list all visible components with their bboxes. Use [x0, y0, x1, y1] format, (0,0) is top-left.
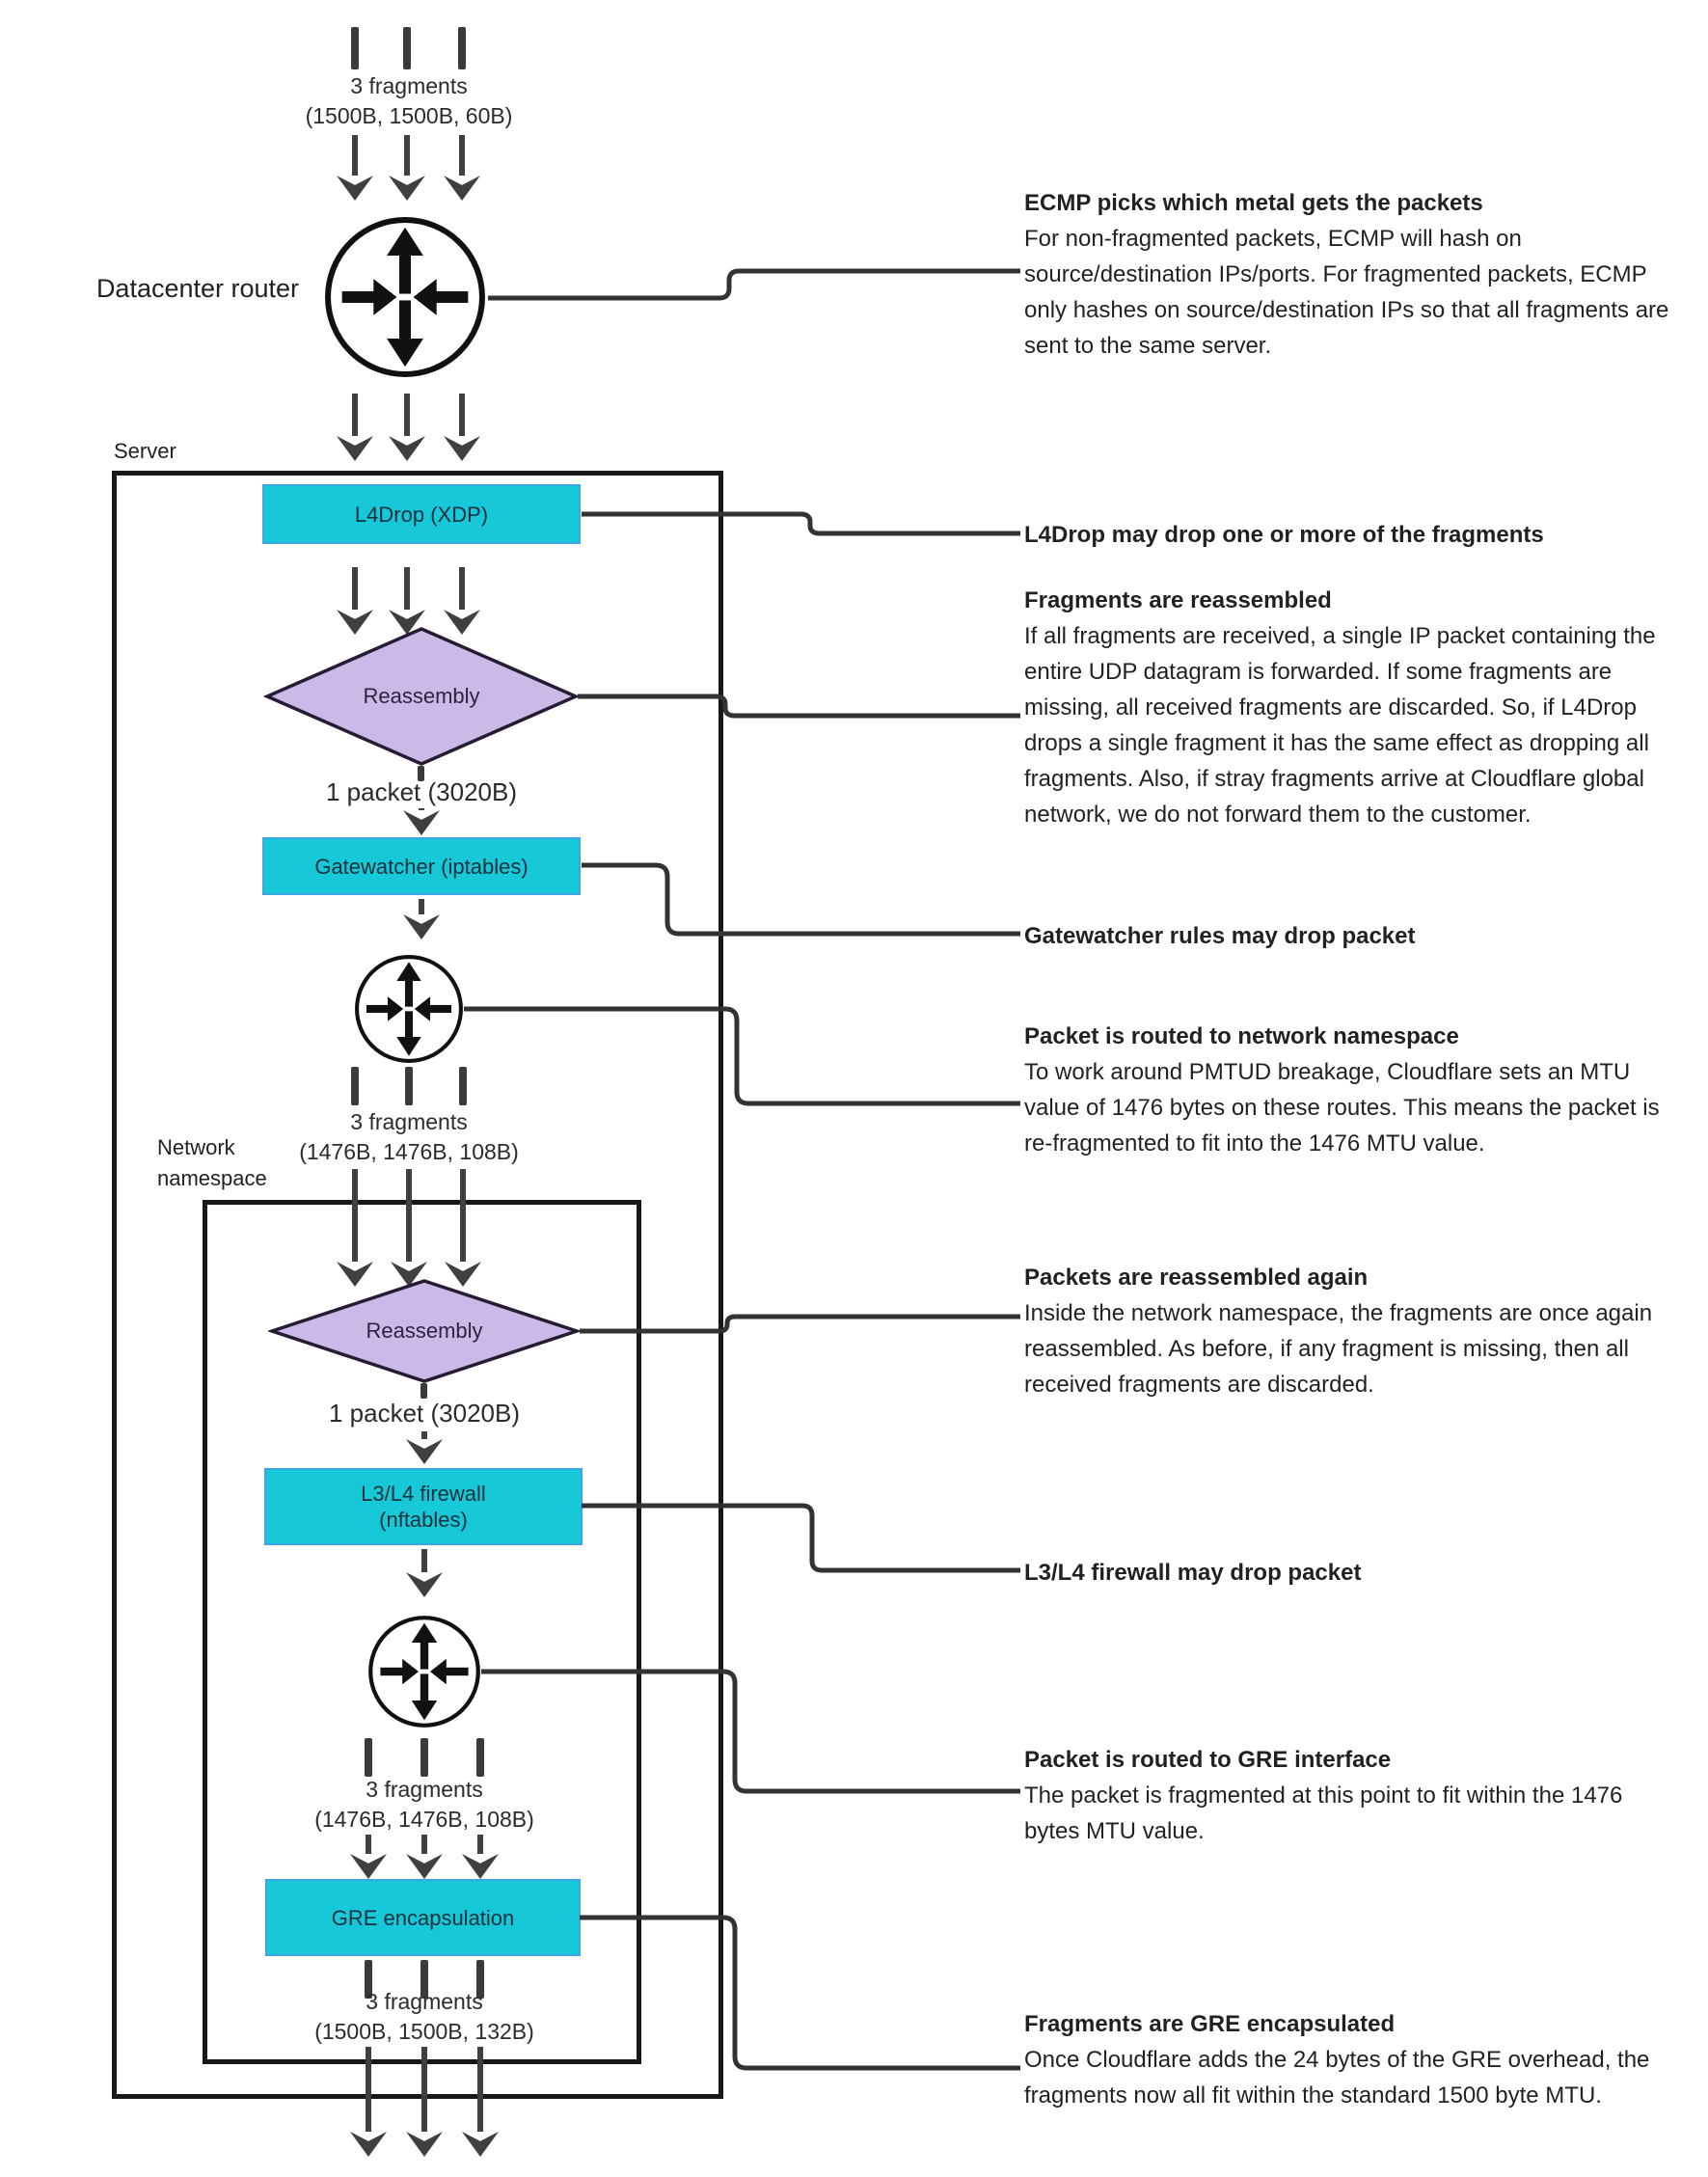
flow-arrow-down [462, 2047, 499, 2157]
fragment-tick [403, 27, 411, 69]
flow-arrow-down [444, 394, 480, 461]
annotation [1024, 1260, 1680, 1402]
fragment-tick [458, 27, 466, 69]
annotation-title: L3/L4 firewall may drop packet [1024, 1560, 1362, 1586]
annotation-title: Packets are reassembled again [1024, 1265, 1369, 1291]
datacenter-router-label: Datacenter router [95, 274, 300, 303]
annotation-body: Once Cloudflare adds the 24 bytes of the GRE overhead, the fragments now all fit within the standard 1500 byte MTU. [1024, 2047, 1650, 2109]
connector-stub [420, 1383, 427, 1399]
flow-arrow-down [445, 1169, 481, 1287]
l4drop-node-label: L4Drop (XDP) [354, 502, 489, 527]
annotation-title: Packet is routed to network namespace [1024, 1023, 1459, 1049]
fragment-tick [459, 1067, 467, 1105]
connector-line [488, 271, 1020, 298]
gatewatcher-node-label: Gatewatcher (iptables) [314, 854, 529, 879]
fragment-count-label: 3 fragments [366, 1989, 483, 2014]
fragment-tick [476, 1738, 484, 1777]
fragment-sizes-label: (1500B, 1500B, 60B) [305, 103, 513, 128]
flow-arrow-down [350, 2047, 387, 2157]
fragment-tick [351, 27, 359, 69]
packet-label: 1 packet (3020B) [325, 777, 517, 806]
annotation [1024, 1019, 1680, 1161]
annotation-title: Fragments are reassembled [1024, 587, 1332, 613]
annotation-body: If all fragments are received, a single IP packet containing the entire UDP datagram is forwarded. If some fragments are missing, all received fragments are discarded. So, if L4Drop drops a single fragment it has the same effect as dropping all fragments. Also, if stray fragments arrive at Cloudflare global network, we do not forward them to the customer. [1024, 623, 1656, 828]
l4drop-node [262, 484, 581, 544]
flow-arrow-down [391, 1169, 427, 1287]
annotation-title: ECMP picks which metal gets the packets [1024, 190, 1483, 216]
flow-arrow-down [350, 1835, 387, 1879]
fragment-count-label: 3 fragments [366, 1777, 483, 1802]
annotation [1024, 2006, 1680, 2113]
reassembly-diamond-label: Reassembly [363, 684, 480, 708]
l3l4-firewall-node-label: L3/L4 firewall (nftables) [361, 1482, 486, 1532]
flow-arrow-down [444, 135, 480, 201]
annotation [1024, 1555, 1680, 1591]
fragment-count-label: 3 fragments [350, 73, 468, 98]
router-icon [322, 214, 488, 380]
flow-arrow-down [337, 394, 373, 461]
annotation-title: Packet is routed to GRE interface [1024, 1747, 1392, 1773]
server-label: Server [114, 439, 176, 463]
flow-arrow-down [406, 1431, 443, 1464]
annotation [1024, 517, 1680, 553]
fragment-tick [351, 1067, 359, 1105]
flow-arrow-down [389, 394, 425, 461]
annotation-title: Fragments are GRE encapsulated [1024, 2011, 1396, 2037]
fragment-count-label: 3 fragments [350, 1109, 468, 1134]
flow-arrow-down [403, 899, 440, 939]
router-icon [366, 1614, 482, 1729]
annotation-body: For non-fragmented packets, ECMP will hash on source/destination IPs/ports. For fragmented packets, ECMP only hashes on source/destination IPs so that all fragments are sent to the same server. [1024, 226, 1669, 359]
fragment-tick [420, 1738, 428, 1777]
annotation-body: Inside the network namespace, the fragments are once again reassembled. As before, if any fragment is missing, then all received fragments are discarded. [1024, 1300, 1653, 1398]
flow-arrow-down [337, 135, 373, 201]
flow-arrow-down [389, 135, 425, 201]
router-icon [353, 953, 465, 1065]
reassembly-diamond-label: Reassembly [366, 1319, 483, 1343]
flow-arrow-down [403, 808, 440, 835]
gre-encapsulation-node-label: GRE encapsulation [331, 1905, 515, 1930]
flow-arrow-down [406, 1835, 443, 1879]
fragment-tick [365, 1738, 372, 1777]
packet-label: 1 packet (3020B) [328, 1399, 520, 1428]
annotation [1024, 185, 1680, 364]
annotation-body: To work around PMTUD breakage, Cloudflare sets an MTU value of 1476 bytes on these routes. This means the packet is re-fragmented to fit into the 1476 MTU value. [1024, 1059, 1660, 1157]
flow-arrow-down [462, 1835, 499, 1879]
fragment-sizes-label: (1476B, 1476B, 108B) [299, 1139, 519, 1164]
annotation-title: L4Drop may drop one or more of the fragments [1024, 522, 1544, 548]
annotation [1024, 918, 1680, 954]
network-namespace-label: Network namespace [157, 1135, 267, 1190]
fragment-sizes-label: (1500B, 1500B, 132B) [314, 2019, 534, 2044]
fragment-tick [405, 1067, 413, 1105]
annotation [1024, 583, 1680, 832]
flow-arrow-down [406, 2047, 443, 2157]
l3l4-firewall-node [264, 1468, 583, 1545]
fragment-sizes-label: (1476B, 1476B, 108B) [314, 1807, 534, 1832]
annotation [1024, 1742, 1680, 1849]
gatewatcher-node [262, 837, 581, 895]
flow-arrow-down [406, 1549, 443, 1597]
gre-encapsulation-node [265, 1879, 581, 1956]
flow-arrow-down [337, 1169, 373, 1287]
annotation-title: Gatewatcher rules may drop packet [1024, 923, 1416, 949]
annotation-body: The packet is fragmented at this point to fit within the 1476 bytes MTU value. [1024, 1782, 1623, 1844]
